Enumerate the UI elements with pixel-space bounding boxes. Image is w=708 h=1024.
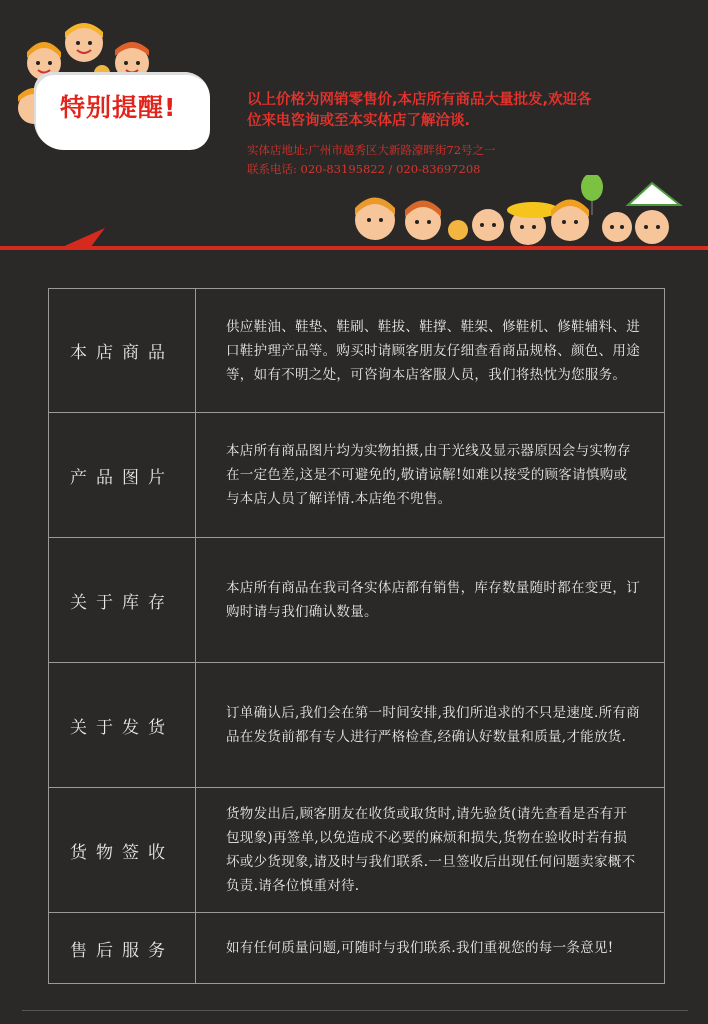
table-row <box>49 289 664 413</box>
store-policy-table <box>48 288 665 984</box>
row-label: 售后服务 <box>49 913 196 983</box>
row-content: 如有任何质量问题,可随时与我们联系.我们重视您的每一条意见! <box>226 940 614 956</box>
table-row <box>49 913 664 983</box>
bottom-divider <box>22 1010 688 1011</box>
row-label: 关于发货 <box>49 663 196 787</box>
kids-cartoon-right <box>330 175 690 250</box>
store-address: 实体店地址:广州市越秀区大新路濠畔街72号之一 <box>247 143 496 157</box>
table-row <box>49 413 664 538</box>
red-divider-flag <box>60 228 110 248</box>
table-row <box>49 663 664 788</box>
row-content: 本店所有商品图片均为实物拍摄,由于光线及显示器原因会与实物存在一定色差,这是不可避免的,敬请谅解!如难以接受的顾客请慎购或与本店人员了解详情.本店绝不兜售。 <box>226 443 631 507</box>
row-label: 本店商品 <box>49 289 196 412</box>
phone-numbers: 联系电话: 020-83195822 / 020-83697208 <box>247 162 481 176</box>
wholesale-notice: 以上价格为网销零售价,本店所有商品大量批发,欢迎各位来电咨询或至本实体店了解洽谈. <box>247 92 592 129</box>
sign-title: 特别提醒! <box>60 93 177 122</box>
table-row <box>49 788 664 913</box>
row-label: 产品图片 <box>49 413 196 537</box>
row-content: 货物发出后,顾客朋友在收货或取货时,请先验货(请先查看是否有开包现象)再签单,以免造成不必要的麻烦和损失,货物在验收时若有损坏或少货现象,请及时与我们联系.一旦签收后出现任何问题卖家概不负责.请各位慎重对待. <box>226 806 636 894</box>
row-content: 订单确认后,我们会在第一时间安排,我们所追求的不只是速度.所有商品在发货前都有专人进行严格检查,经确认好数量和质量,才能放货. <box>226 705 640 745</box>
row-content: 本店所有商品在我司各实体店都有销售，库存数量随时都在变更，订购时请与我们确认数量。 <box>226 580 640 620</box>
row-label: 货物签收 <box>49 788 196 912</box>
row-content: 供应鞋油、鞋垫、鞋刷、鞋拔、鞋撑、鞋架、修鞋机、修鞋辅料、进口鞋护理产品等。购买时请顾客朋友仔细查看商品规格、颜色、用途等，如有不明之处，可咨询本店客服人员，我们将热忱为您服务。 <box>226 318 640 383</box>
header-banner <box>0 0 708 270</box>
contact-info <box>247 141 607 179</box>
row-label: 关于库存 <box>49 538 196 662</box>
table-row <box>49 538 664 663</box>
